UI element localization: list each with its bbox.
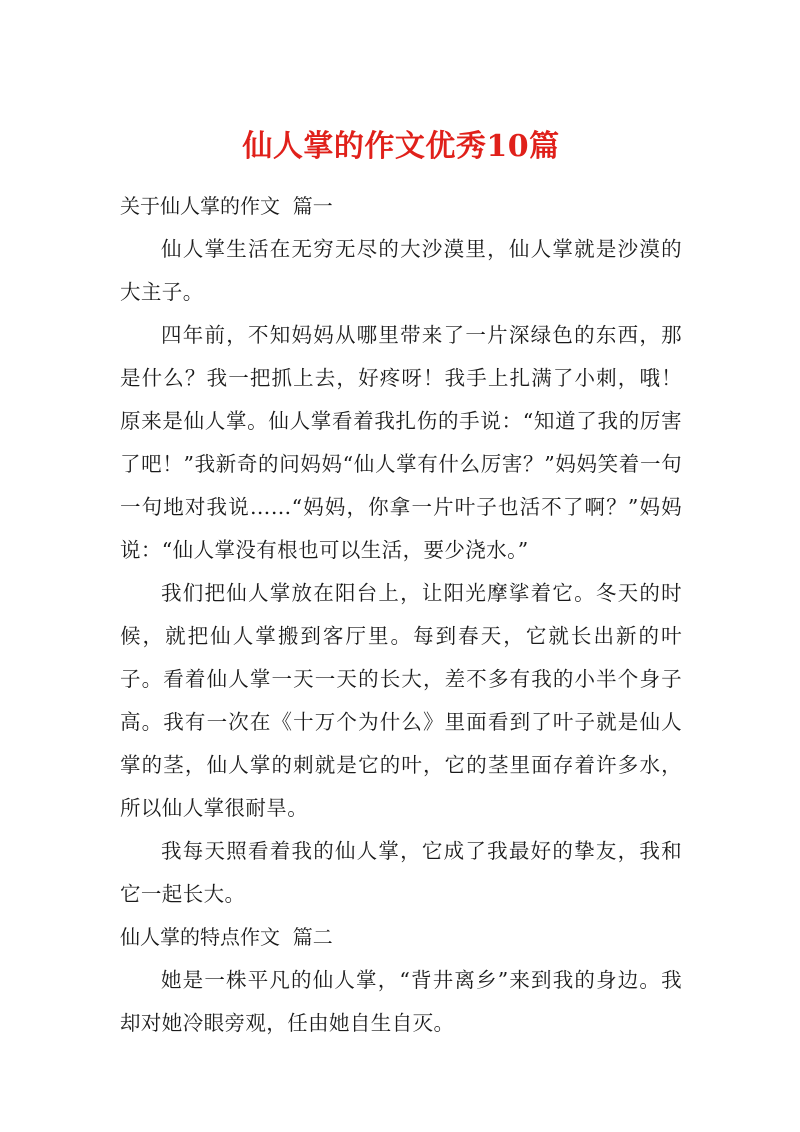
article-body bbox=[120, 185, 682, 1045]
section-two bbox=[120, 916, 682, 1045]
paragraph: 她是一株平凡的仙人掌，“背井离乡”来到我的身边。我却对她冷眼旁观，任由她自生自灭。 bbox=[120, 968, 682, 1035]
section-heading: 关于仙人掌的作文 篇一 bbox=[120, 194, 333, 218]
document-title: 仙人掌的作文优秀10篇 bbox=[242, 129, 560, 164]
paragraph: 我每天照看着我的仙人掌，它成了我最好的挚友，我和它一起长大。 bbox=[120, 839, 682, 906]
section-one bbox=[120, 185, 682, 916]
paragraph: 我们把仙人掌放在阳台上，让阳光摩挲着它。冬天的时候，就把仙人掌搬到客厅里。每到春天，它就长出新的叶子。看着仙人掌一天一天的长大，差不多有我的小半个身子高。我有一次在《十万个为什么》里面看到了叶子就是仙人掌的茎，仙人掌的刺就是它的叶，它的茎里面存着许多水，所以仙人掌很耐旱。 bbox=[120, 581, 682, 820]
paragraph: 仙人掌生活在无穷无尽的大沙漠里，仙人掌就是沙漠的大主子。 bbox=[120, 237, 682, 304]
section-heading: 仙人掌的特点作文 篇二 bbox=[120, 925, 333, 949]
paragraph: 四年前，不知妈妈从哪里带来了一片深绿色的东西，那是什么？我一把抓上去，好疼呀！我手上扎满了小刺，哦！原来是仙人掌。仙人掌看着我扎伤的手说：“知道了我的厉害了吧！”我新奇的问妈妈“仙人掌有什么厉害？”妈妈笑着一句一句地对我说……“妈妈，你拿一片叶子也活不了啊？”妈妈说：“仙人掌没有根也可以生活，要少浇水。” bbox=[120, 323, 682, 562]
